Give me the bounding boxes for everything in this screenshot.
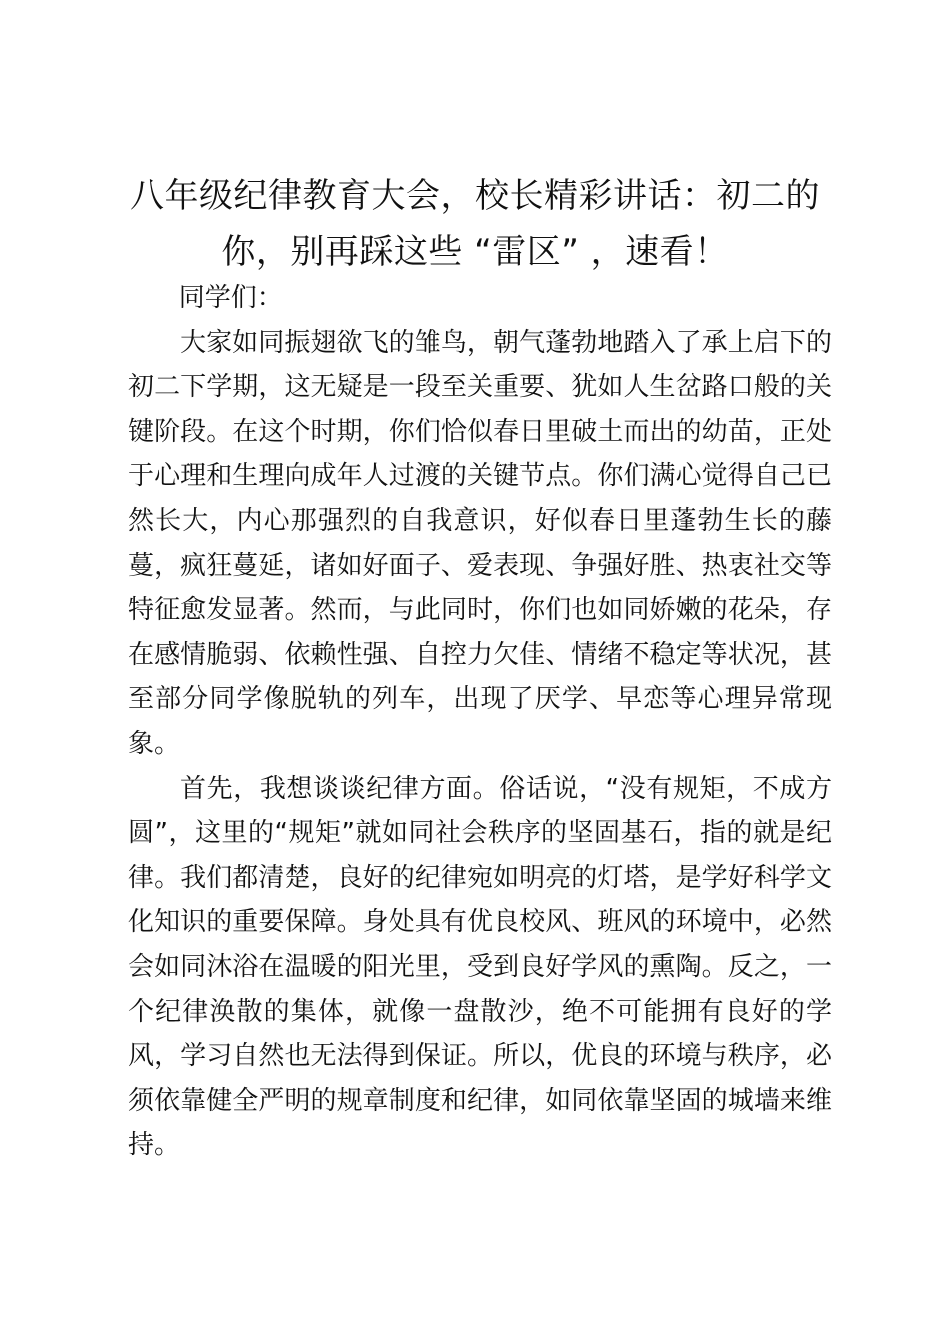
body-paragraph-2: 首先，我想谈谈纪律方面。俗话说，“没有规矩，不成方圆”，这里的“规矩”就如同社会秩序的坚固基石，指的就是纪律。我们都清楚，良好的纪律宛如明亮的灯塔，是学好科学文化知识的重要保障。身处具有优良校风、班风的环境中，必然会如同沐浴在温暖的阳光里，受到良好学风的熏陶。反之，一个纪律涣散的集体，就像一盘散沙，绝不可能拥有良好的学风，学习自然也无法得到保证。所以，优良的环境与秩序，必须依靠健全严明的规章制度和纪律，如同依靠坚固的城墙来维持。 xyxy=(128,773,832,1161)
salutation: 同学们： xyxy=(178,283,283,313)
document-title xyxy=(118,168,832,280)
body-paragraph-1: 大家如同振翅欲飞的雏鸟，朝气蓬勃地踏入了承上启下的初二下学期，这无疑是一段至关重要、犹如人生岔路口般的关键阶段。在这个时期，你们恰似春日里破土而出的幼苗，正处于心理和生理向成年人过渡的关键节点。你们满心觉得自己已然长大，内心那强烈的自我意识，好似春日里蓬勃生长的藤蔓，疯狂蔓延，诸如好面子、爱表现、争强好胜、热衷社交等特征愈发显著。然而，与此同时，你们也如同娇嫩的花朵，存在感情脆弱、依赖性强、自控力欠佳、情绪不稳定等状况，甚至部分同学像脱轨的列车，出现了厌学、早恋等心理异常现象。 xyxy=(128,327,832,759)
title-line-1: 八年级纪律教育大会，校长精彩讲话：初二的 xyxy=(130,176,820,216)
title-line-2: 你，别再踩这些 “雷区” ，速看！ xyxy=(221,232,729,272)
document-body xyxy=(128,276,832,1168)
